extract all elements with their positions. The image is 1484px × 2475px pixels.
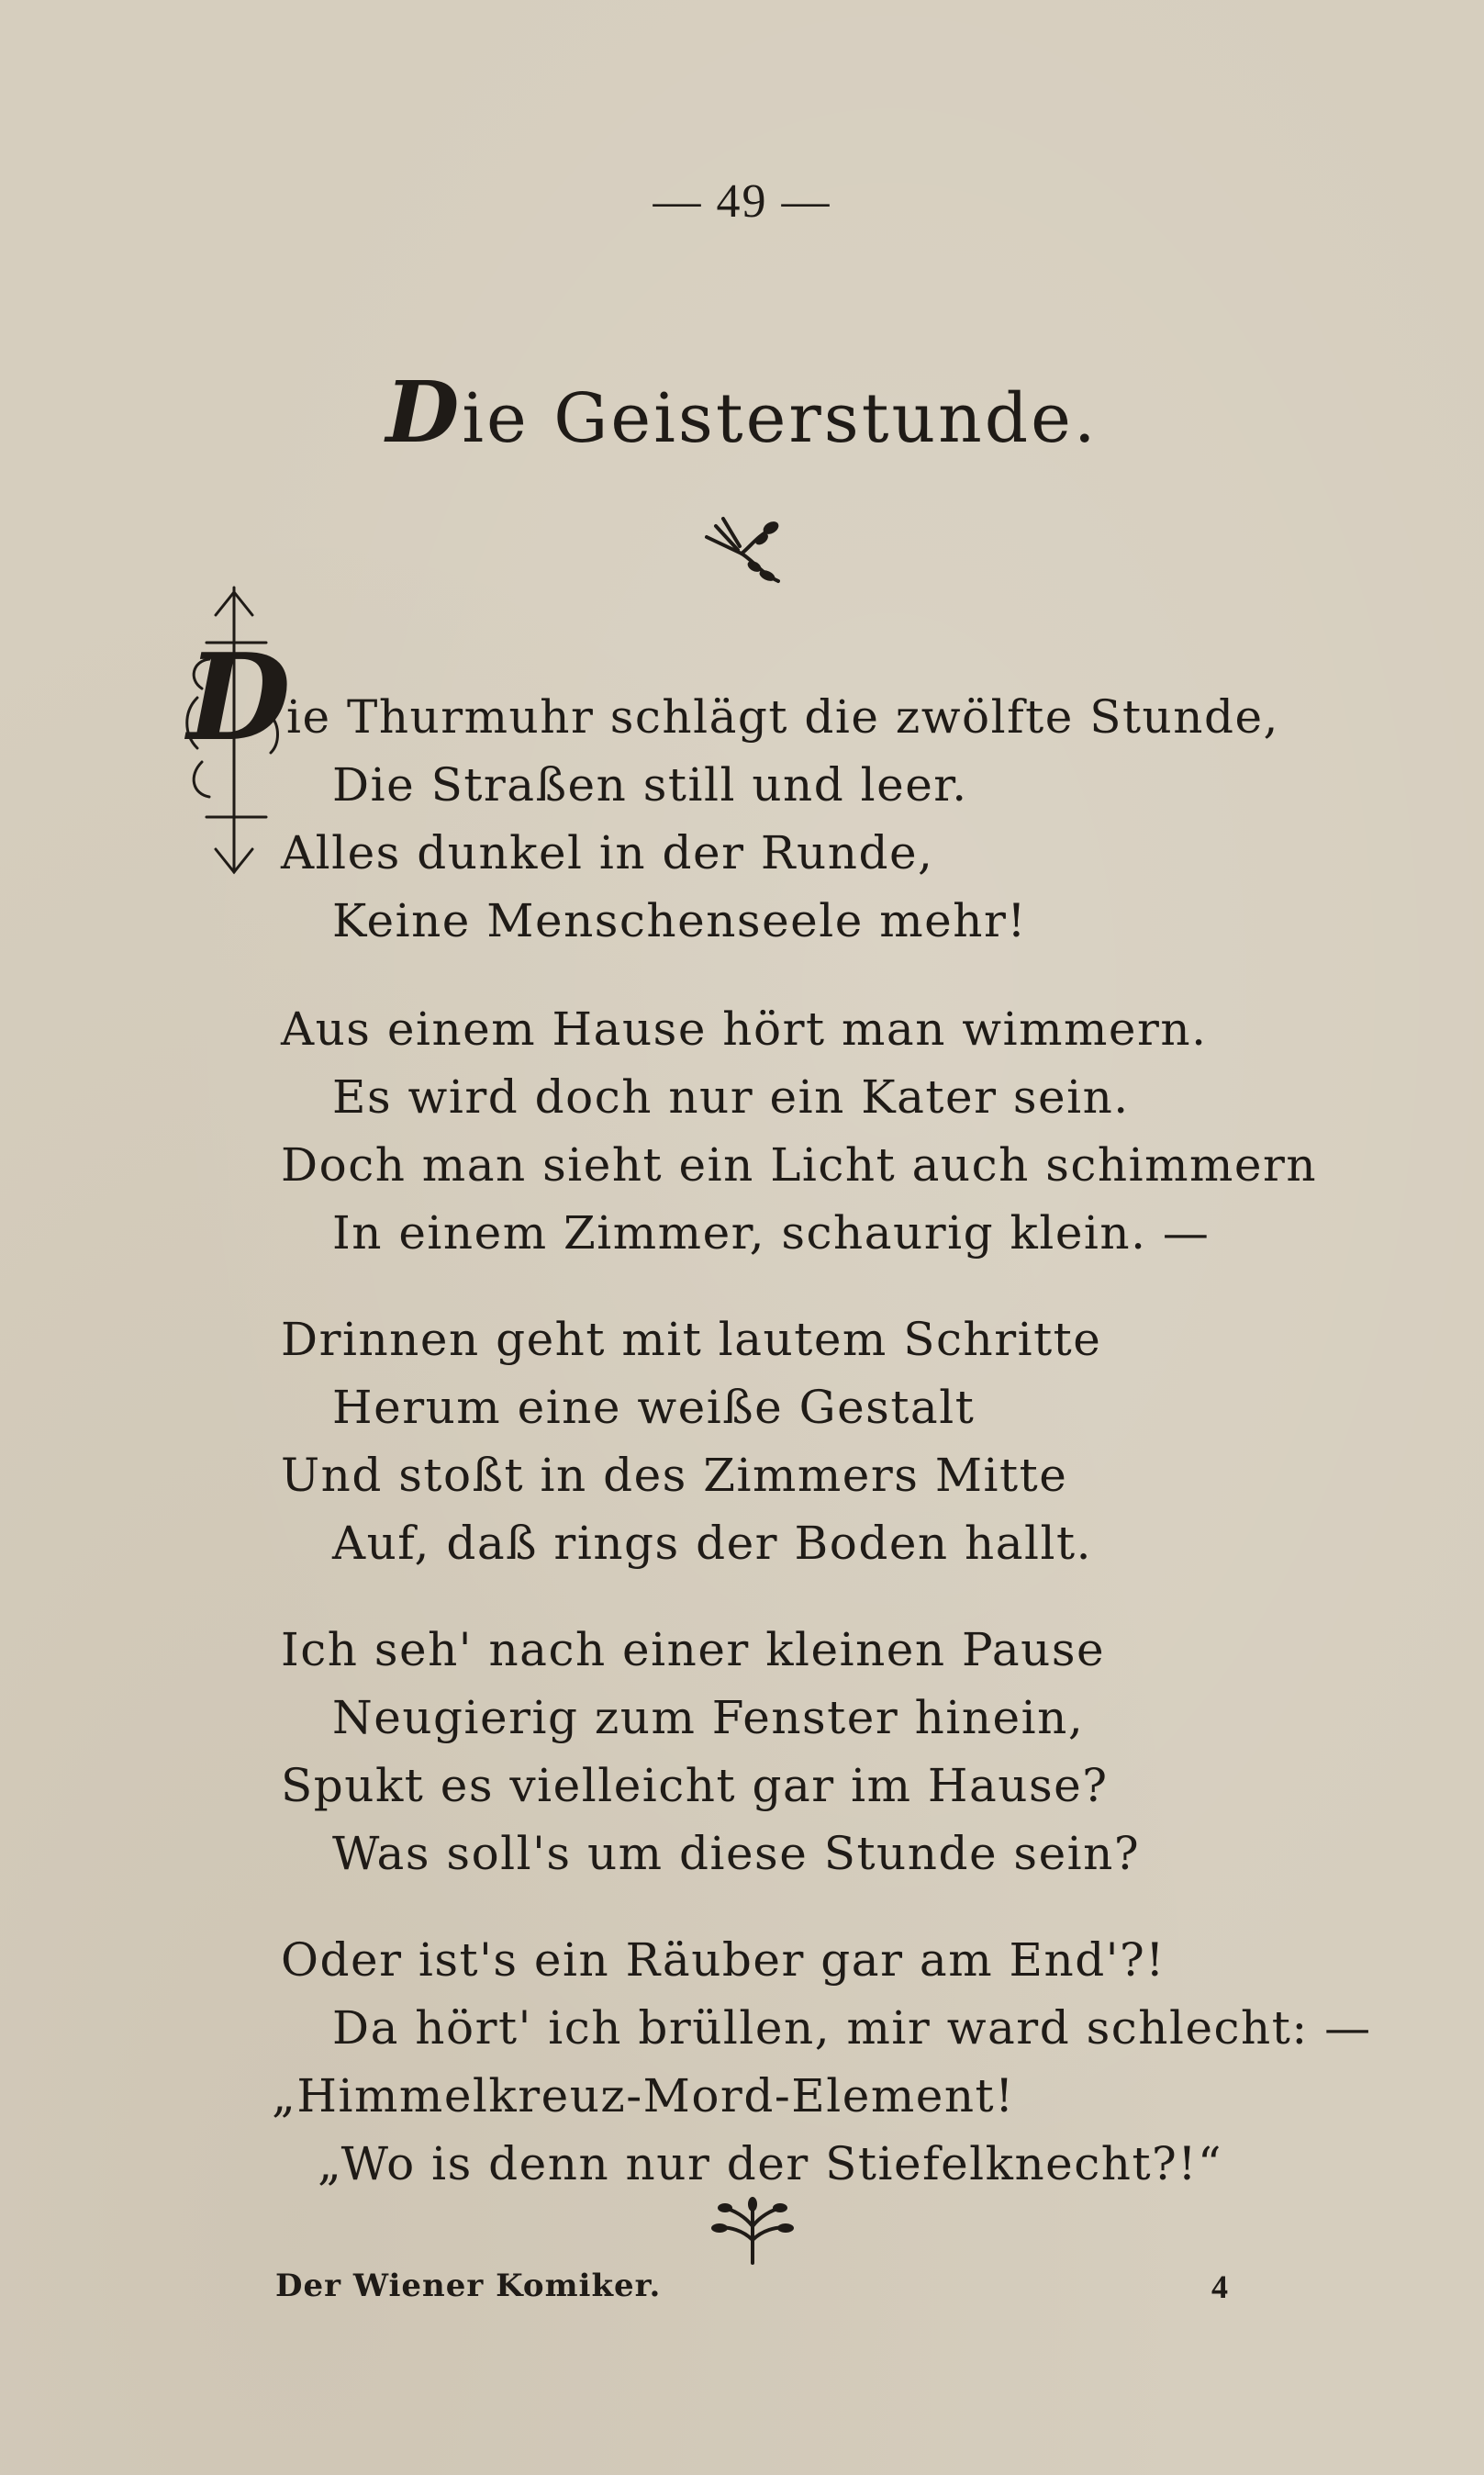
poem-line: Drinnen geht mit lautem Schritte (281, 1313, 1102, 1366)
signature-mark: 4 (1211, 2268, 1228, 2305)
poem-line: Die Straßen still und leer. (332, 758, 968, 812)
poem-line: In einem Zimmer, schaurig klein. — (332, 1206, 1211, 1260)
title-initial: D (385, 363, 463, 462)
page-number: — 49 — (653, 175, 831, 228)
poem-line: Da hört' ich brüllen, mir ward schlecht: — (332, 2001, 1372, 2055)
poem-line: Neugierig zum Fenster hinein, (332, 1691, 1085, 1744)
poem-title (0, 363, 1484, 462)
poem-line: ie Thurmuhr schlägt die zwölfte Stunde, (286, 690, 1279, 744)
footer-title: Der Wiener Komiker. (275, 2268, 662, 2304)
poem-line: „Wo is denn nur der Stiefelknecht?!“ (318, 2137, 1223, 2190)
poem-line: Es wird doch nur ein Kater sein. (332, 1070, 1130, 1124)
poem-line: Oder ist's ein Räuber gar am End'?! (281, 1933, 1166, 1987)
poem-line: „Himmelkreuz-Mord-Element! (272, 2069, 1015, 2122)
poem-line: Keine Menschenseele mehr! (332, 894, 1027, 947)
fleuron-icon (707, 2189, 798, 2272)
poem-line: Was soll's um diese Stunde sein? (332, 1827, 1141, 1880)
bleed-through-text (1331, 643, 1478, 2020)
poem-line: Und stoßt in des Zimmers Mitte (281, 1449, 1068, 1502)
poem-line: Alles dunkel in der Runde, (281, 826, 934, 879)
dropcap-letter: D (187, 627, 291, 767)
poem-line: Auf, daß rings der Boden hallt. (332, 1517, 1092, 1570)
poem-line: Ich seh' nach einer kleinen Pause (281, 1623, 1106, 1676)
poem-line: Aus einem Hause hört man wimmern. (281, 1002, 1208, 1056)
fleuron-icon (697, 510, 789, 592)
poem-line: Doch man sieht ein Licht auch schimmern (281, 1138, 1318, 1192)
title-rest: ie Geisterstunde. (462, 379, 1099, 458)
poem-line: Herum eine weiße Gestalt (332, 1381, 976, 1434)
poem-line: Spukt es vielleicht gar im Hause? (281, 1759, 1109, 1812)
